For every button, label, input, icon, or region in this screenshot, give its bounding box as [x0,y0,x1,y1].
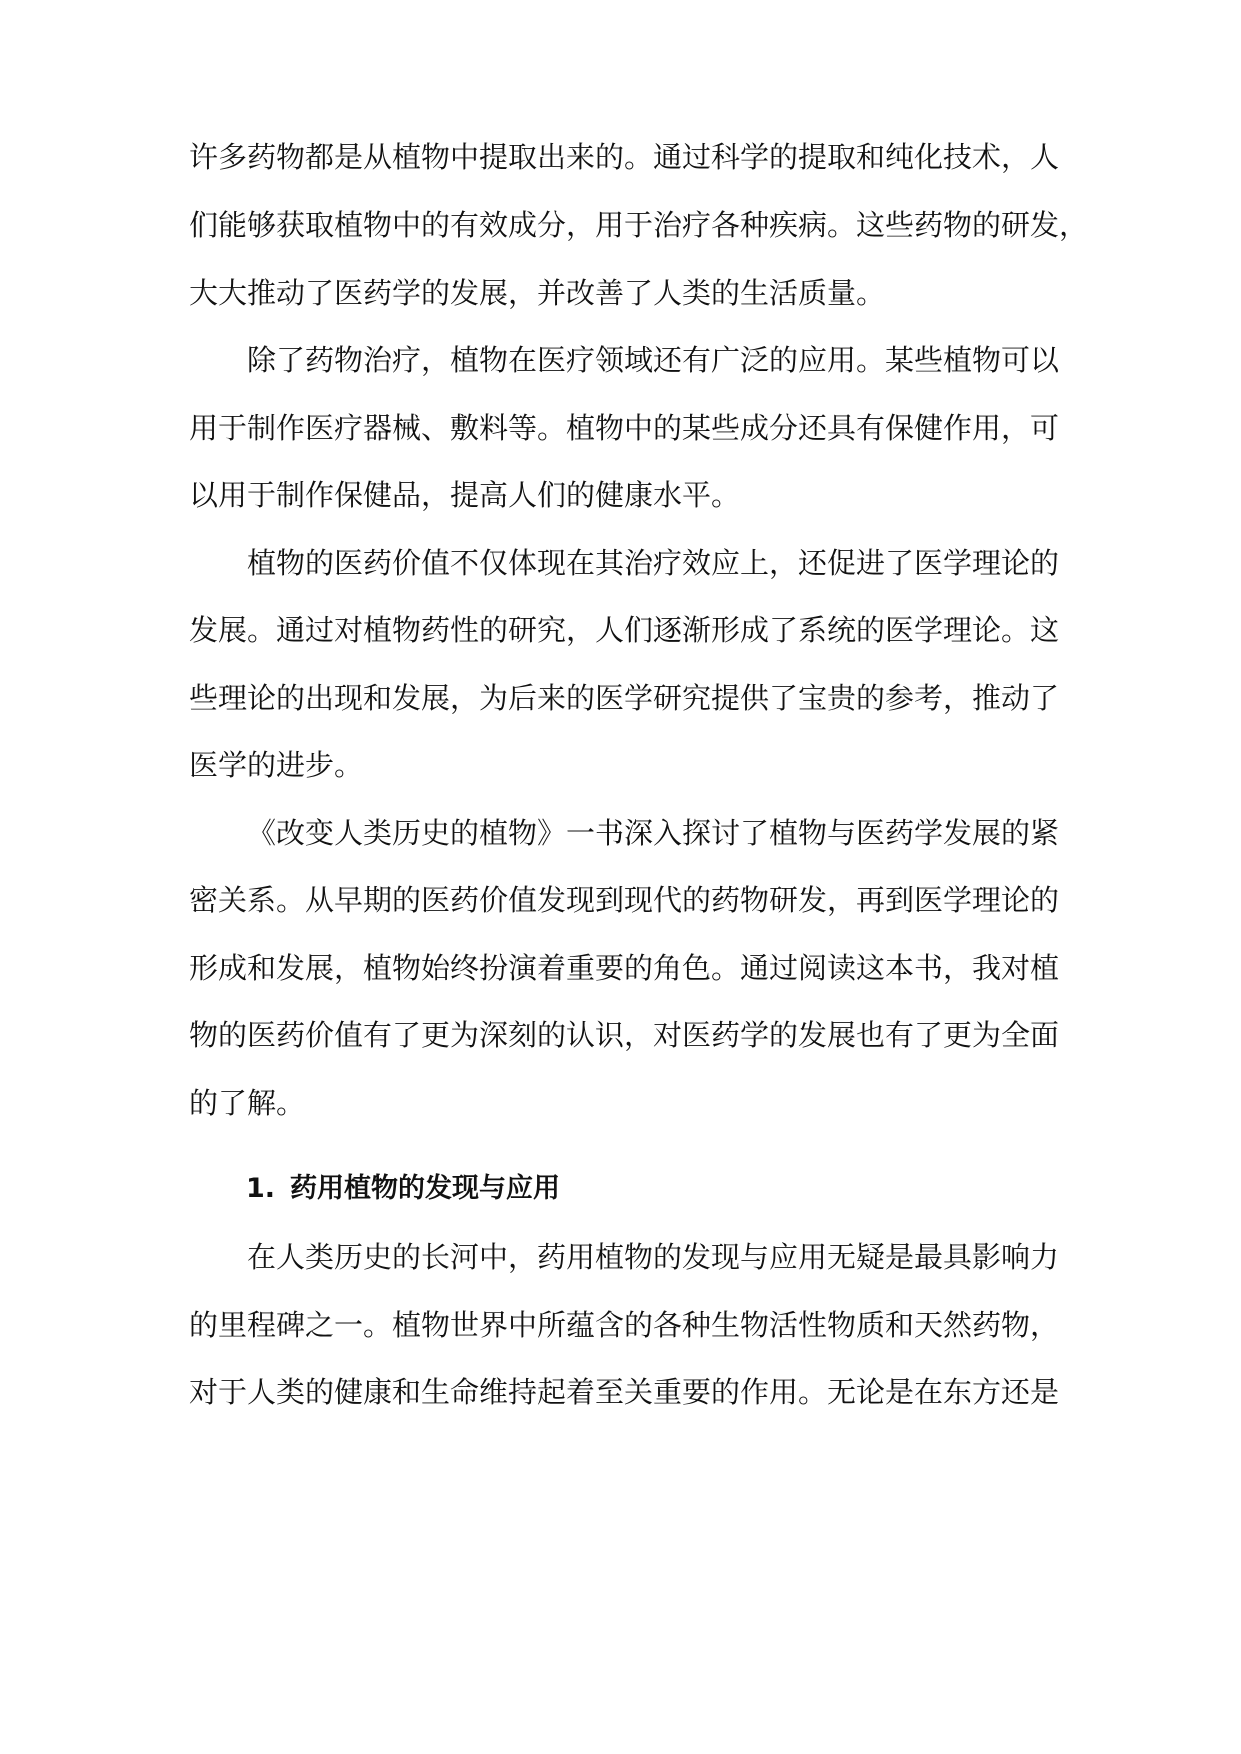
paragraph-3-line-1: 植物的医药价值不仅体现在其治疗效应上，还促进了医学理论的 [247,546,1060,580]
paragraph-4-line-3: 形成和发展，植物始终扮演着重要的角色。通过阅读这本书，我对植 [189,951,1060,985]
section-title: 药用植物的发现与应用 [290,1173,560,1204]
paragraph-1-line-3: 大大推动了医药学的发展，并改善了人类的生活质量。 [189,276,886,310]
section-paragraph-line-3: 对于人类的健康和生命维持起着至关重要的作用。无论是在东方还是 [189,1375,1060,1409]
paragraph-3-line-2: 发展。通过对植物药性的研究，人们逐渐形成了系统的医学理论。这 [189,613,1060,647]
paragraph-1-line-1: 许多药物都是从植物中提取出来的。通过科学的提取和纯化技术，人 [189,140,1060,174]
paragraph-4-line-5: 的了解。 [189,1086,306,1120]
paragraph-3-line-4: 医学的进步。 [189,748,364,782]
paragraph-2-line-2: 用于制作医疗器械、敷料等。植物中的某些成分还具有保健作用，可 [189,411,1060,445]
section-paragraph-line-2: 的里程碑之一。植物世界中所蕴含的各种生物活性物质和天然药物， [189,1308,1060,1342]
paragraph-1-line-2: 们能够获取植物中的有效成分，用于治疗各种疾病。这些药物的研发， [189,208,1089,242]
paragraph-2-line-3: 以用于制作保健品，提高人们的健康水平。 [189,478,741,512]
paragraph-2-line-1: 除了药物治疗，植物在医疗领域还有广泛的应用。某些植物可以 [247,343,1060,377]
section-heading [246,1172,560,1206]
paragraph-3-line-3: 些理论的出现和发展，为后来的医学研究提供了宝贵的参考，推动了 [189,681,1060,715]
section-paragraph-line-1: 在人类历史的长河中，药用植物的发现与应用无疑是最具影响力 [247,1240,1060,1274]
section-number: 1. [246,1173,276,1204]
paragraph-4-line-1: 《改变人类历史的植物》一书深入探讨了植物与医药学发展的紧 [247,816,1060,850]
paragraph-4-line-2: 密关系。从早期的医药价值发现到现代的药物研发，再到医学理论的 [189,883,1060,917]
paragraph-4-line-4: 物的医药价值有了更为深刻的认识，对医药学的发展也有了更为全面 [189,1018,1060,1052]
